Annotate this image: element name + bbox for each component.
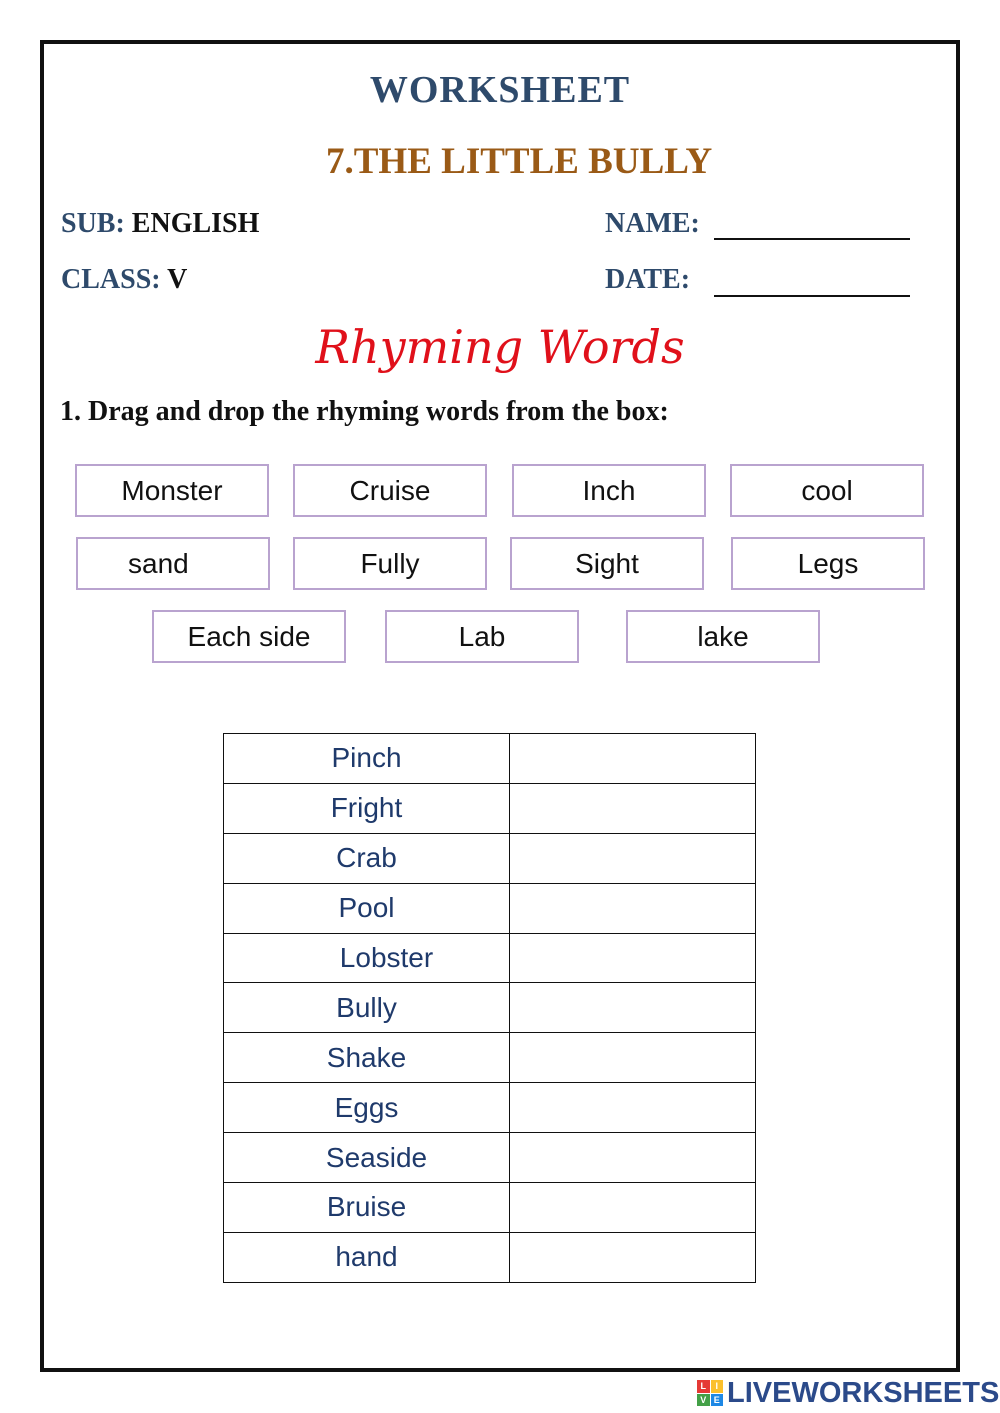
table-row	[224, 783, 756, 833]
table-row	[224, 1183, 756, 1233]
word-chip-cruise[interactable]: Cruise	[293, 464, 487, 517]
drop-zone[interactable]	[510, 1033, 756, 1083]
instruction-text: 1. Drag and drop the rhyming words from the box:	[60, 396, 669, 427]
word-chip-monster[interactable]: Monster	[75, 464, 269, 517]
word-chip-cool[interactable]: cool	[730, 464, 924, 517]
word-chip-lab[interactable]: Lab	[385, 610, 579, 663]
date-blank-line[interactable]	[714, 295, 910, 297]
drop-zone[interactable]	[510, 883, 756, 933]
name-blank-line[interactable]	[714, 238, 910, 240]
date-label: DATE:	[605, 264, 691, 295]
drop-zone[interactable]	[510, 1183, 756, 1233]
section-heading: Rhyming Words	[315, 320, 685, 374]
table-row	[224, 833, 756, 883]
class-field	[61, 264, 187, 296]
prompt-word: Pinch	[224, 734, 510, 784]
matching-table	[223, 733, 756, 1283]
word-chip-each-side[interactable]: Each side	[152, 610, 346, 663]
prompt-word: Eggs	[224, 1083, 510, 1133]
prompt-word: Seaside	[224, 1133, 510, 1183]
table-row	[224, 734, 756, 784]
class-value: V	[167, 264, 188, 295]
table-row	[224, 1033, 756, 1083]
word-chip-fully[interactable]: Fully	[293, 537, 487, 590]
table-row	[224, 983, 756, 1033]
drop-zone[interactable]	[510, 1232, 756, 1282]
drop-zone[interactable]	[510, 983, 756, 1033]
subject-label: SUB:	[61, 208, 125, 239]
drop-zone[interactable]	[510, 734, 756, 784]
word-chip-legs[interactable]: Legs	[731, 537, 925, 590]
table-row	[224, 1133, 756, 1183]
drop-zone[interactable]	[510, 1133, 756, 1183]
prompt-word: Fright	[224, 783, 510, 833]
word-chip-sand[interactable]: sand	[76, 537, 270, 590]
class-label: CLASS:	[61, 264, 161, 295]
drop-zone[interactable]	[510, 1083, 756, 1133]
table-row	[224, 1232, 756, 1282]
table-row	[224, 1083, 756, 1133]
liveworksheets-brand	[697, 1376, 999, 1410]
prompt-word: Bully	[224, 983, 510, 1033]
date-field	[605, 264, 690, 296]
prompt-word: hand	[224, 1232, 510, 1282]
prompt-word: Bruise	[224, 1183, 510, 1233]
table-row	[224, 883, 756, 933]
drop-zone[interactable]	[510, 933, 756, 983]
prompt-word: Pool	[224, 883, 510, 933]
name-label: NAME:	[605, 208, 700, 239]
word-chip-sight[interactable]: Sight	[510, 537, 704, 590]
word-chip-lake[interactable]: lake	[626, 610, 820, 663]
worksheet-title: WORKSHEET	[369, 69, 631, 111]
table-row	[224, 933, 756, 983]
prompt-word: Shake	[224, 1033, 510, 1083]
brand-name: LIVEWORKSHEETS	[727, 1376, 1000, 1409]
subject-field	[61, 208, 259, 240]
name-field	[605, 208, 700, 240]
drop-zone[interactable]	[510, 833, 756, 883]
word-chip-inch[interactable]: Inch	[512, 464, 706, 517]
chapter-title: 7.THE LITTLE BULLY	[326, 141, 713, 182]
drop-zone[interactable]	[510, 783, 756, 833]
prompt-word: Crab	[224, 833, 510, 883]
prompt-word: Lobster	[224, 933, 510, 983]
liveworksheets-logo-icon: L I V E	[697, 1380, 723, 1406]
subject-value: ENGLISH	[131, 208, 260, 239]
